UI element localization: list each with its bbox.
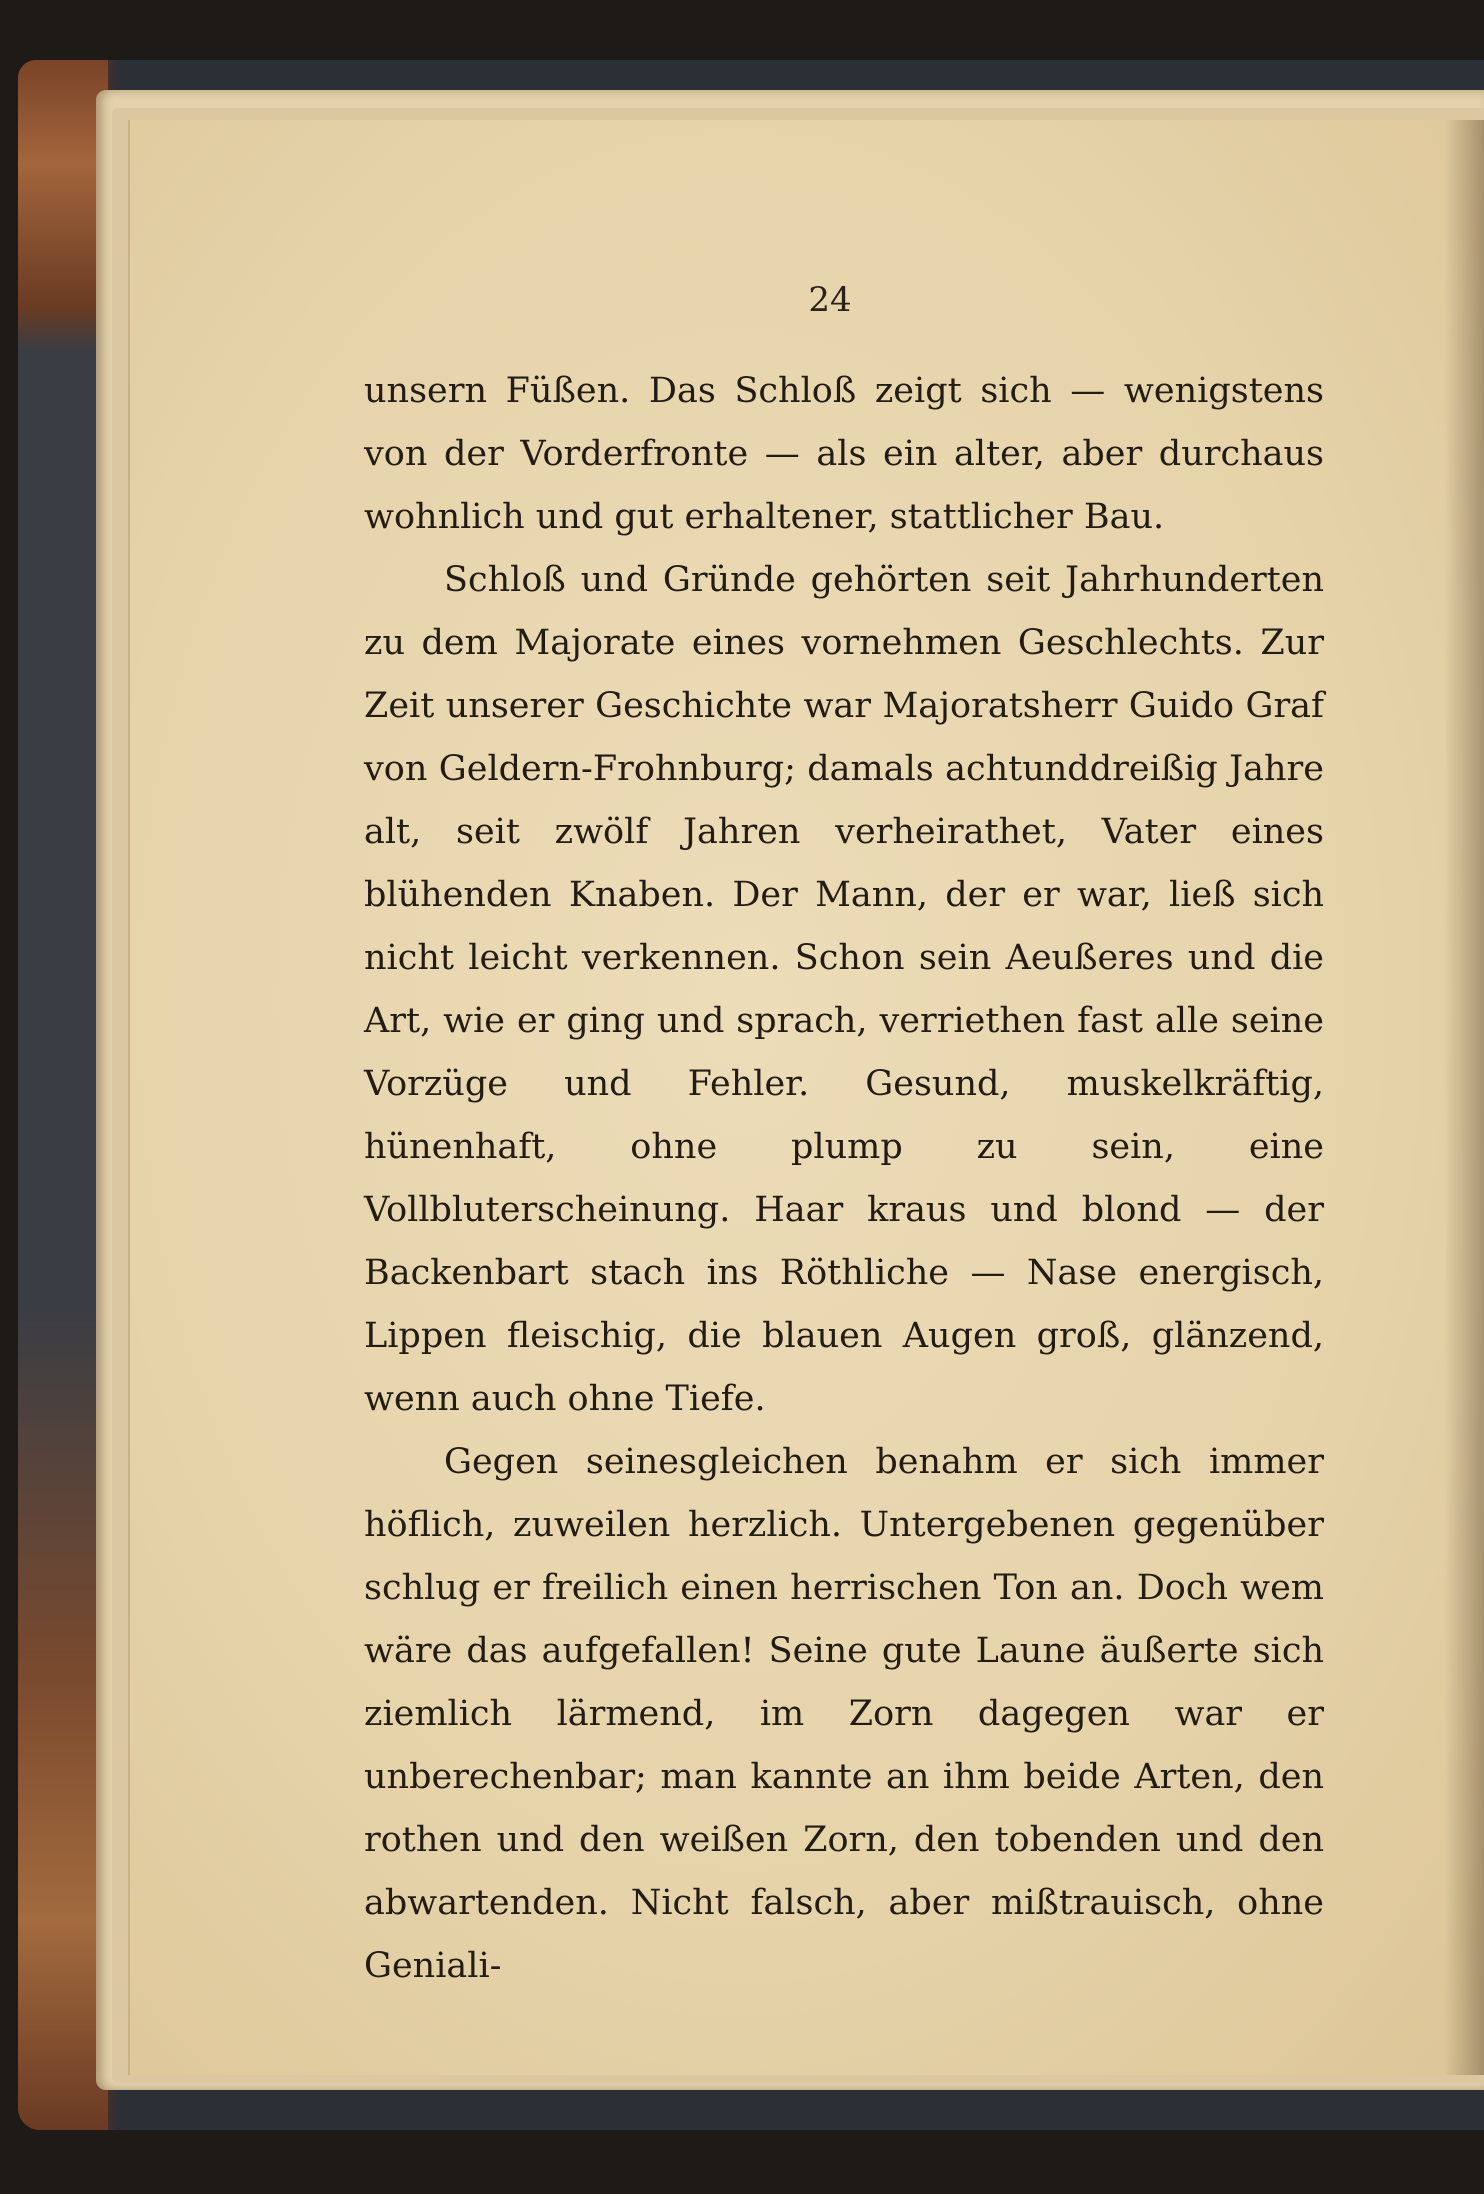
book-binding bbox=[18, 60, 108, 2130]
page-number: 24 bbox=[808, 280, 852, 320]
paragraph-2: Schloß und Gründe gehörten seit Jahrhunderten zu dem Majorate eines vornehmen Geschlechts. Zur Zeit unserer Geschichte war Majoratsherr Guido Graf von Geldern-Frohnburg; damals achtunddreißig Jahre alt, seit zwölf Jahren verheirathet, Vater eines blühenden Knaben. Der Mann, der er war, ließ sich nicht leicht verkennen. Schon sein Aeußeres und die Art, wie er ging und sprach, verriethen fast alle seine Vorzüge und Fehler. Gesund, muskelkräftig, hünenhaft, ohne plump zu sein, eine Vollbluterscheinung. Haar kraus und blond — der Backenbart stach ins Röthliche — Nase energisch, Lippen fleischig, die blauen Augen groß, glänzend, wenn auch ohne Tiefe. bbox=[364, 560, 1324, 1419]
paragraph-1: unsern Füßen. Das Schloß zeigt sich — wenigstens von der Vorderfronte — als ein alter, aber durchaus wohnlich und gut erhaltener, stattlicher Bau. bbox=[364, 371, 1324, 537]
page-text bbox=[364, 360, 1324, 1998]
gutter-shadow bbox=[1444, 120, 1484, 2075]
paragraph-3: Gegen seinesgleichen benahm er sich immer höflich, zuweilen herzlich. Untergebenen gegenüber schlug er freilich einen herrischen Ton an. Doch wem wäre das aufgefallen! Seine gute Laune äußerte sich ziemlich lärmend, im Zorn dagegen war er unberechenbar; man kannte an ihm beide Arten, den rothen und den weißen Zorn, den tobenden und den abwartenden. Nicht falsch, aber mißtrauisch, ohne Geniali- bbox=[364, 1442, 1324, 1986]
